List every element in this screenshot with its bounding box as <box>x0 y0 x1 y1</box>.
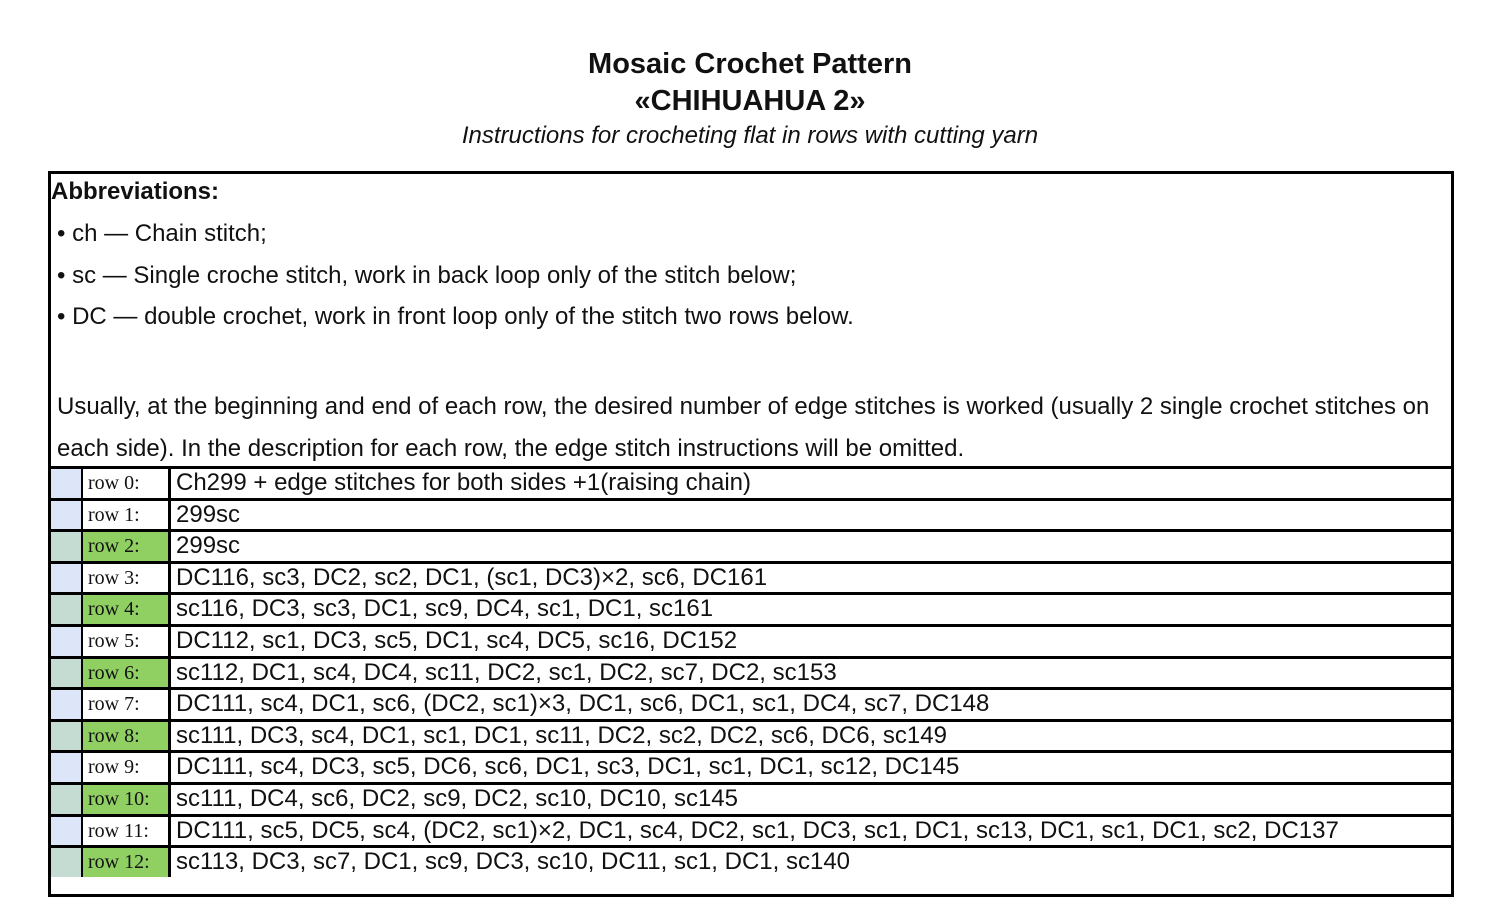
row-label: row 12: <box>81 848 171 877</box>
row-instructions: DC112, sc1, DC3, sc5, DC1, sc4, DC5, sc16, DC152 <box>176 626 738 654</box>
row-color-swatch <box>51 753 81 782</box>
row-instructions: DC116, sc3, DC2, sc2, DC1, (sc1, DC3)×2, sc6, DC161 <box>176 563 768 591</box>
row-instructions: sc111, DC4, sc6, DC2, sc9, DC2, sc10, DC10, sc145 <box>176 784 738 812</box>
table-row <box>51 719 1451 751</box>
table-row <box>51 466 1451 498</box>
row-instructions: DC111, sc5, DC5, sc4, (DC2, sc1)×2, DC1, sc4, DC2, sc1, DC3, sc1, DC1, sc13, DC1, sc1, DC1, sc2, DC137 <box>176 816 1339 844</box>
row-instructions: 299sc <box>176 532 241 560</box>
table-row <box>51 656 1451 688</box>
row-label: row 2: <box>81 532 171 561</box>
row-instructions: Ch299 + edge stitches for both sides +1(raising chain) <box>176 469 752 496</box>
row-color-swatch <box>51 659 81 688</box>
table-row <box>51 529 1451 561</box>
row-color-swatch <box>51 532 81 561</box>
abbreviation-dc: • DC — double crochet, work in front loop only of the stitch two rows below. <box>57 303 854 330</box>
row-label: row 5: <box>81 627 171 656</box>
table-row <box>51 782 1451 814</box>
row-color-swatch <box>51 595 81 624</box>
table-row <box>51 687 1451 719</box>
row-instructions: DC111, sc4, DC1, sc6, (DC2, sc1)×3, DC1, sc6, DC1, sc1, DC4, sc7, DC148 <box>176 690 990 718</box>
abbreviation-sc: • sc — Single croche stitch, work in back loop only of the stitch below; <box>57 262 797 289</box>
row-color-swatch <box>51 627 81 656</box>
row-instructions: sc112, DC1, sc4, DC4, sc11, DC2, sc1, DC2, sc7, DC2, sc153 <box>176 658 837 686</box>
abbreviation-ch: • ch — Chain stitch; <box>57 220 267 247</box>
row-instructions: sc116, DC3, sc3, DC1, sc9, DC4, sc1, DC1, sc161 <box>176 595 714 623</box>
row-color-swatch <box>51 469 81 498</box>
row-color-swatch <box>51 722 81 751</box>
row-instructions: DC111, sc4, DC3, sc5, DC6, sc6, DC1, sc3, DC1, sc1, DC1, sc12, DC145 <box>176 753 960 781</box>
row-label: row 1: <box>81 501 171 530</box>
row-label: row 7: <box>81 690 171 719</box>
rows-table <box>51 466 1451 877</box>
abbreviations-heading: Abbreviations: <box>51 178 220 205</box>
pattern-name: «CHIHUAHUA 2» <box>634 85 866 117</box>
row-color-swatch <box>51 690 81 719</box>
row-instructions: 299sc <box>176 500 241 528</box>
table-row <box>51 814 1451 846</box>
row-label: row 0: <box>81 469 171 498</box>
row-label: row 4: <box>81 595 171 624</box>
table-row <box>51 624 1451 656</box>
row-color-swatch <box>51 848 81 877</box>
row-label: row 8: <box>81 722 171 751</box>
row-label: row 9: <box>81 753 171 782</box>
row-label: row 3: <box>81 564 171 593</box>
row-instructions: sc111, DC3, sc4, DC1, sc1, DC1, sc11, DC2, sc2, DC2, sc6, DC6, sc149 <box>176 721 947 749</box>
row-color-swatch <box>51 564 81 593</box>
pattern-subtitle: Instructions for crocheting flat in rows with cutting yarn <box>461 122 1039 149</box>
edge-stitch-note: Usually, at the beginning and end of each row, the desired number of edge stitches is worked (usually 2 single crochet stitches on each side). In the description for each row, the edge stitch instructions will be omitted. <box>57 393 1430 462</box>
table-row <box>51 592 1451 624</box>
table-row <box>51 561 1451 593</box>
row-color-swatch <box>51 785 81 814</box>
row-label: row 11: <box>81 817 171 846</box>
row-label: row 10: <box>81 785 171 814</box>
row-color-swatch <box>51 501 81 530</box>
row-instructions: sc113, DC3, sc7, DC1, sc9, DC3, sc10, DC11, sc1, DC1, sc140 <box>176 848 851 876</box>
pattern-title: Mosaic Crochet Pattern <box>588 48 912 80</box>
instructions-box <box>48 171 1454 897</box>
table-row <box>51 750 1451 782</box>
table-row <box>51 498 1451 530</box>
row-color-swatch <box>51 817 81 846</box>
row-label: row 6: <box>81 659 171 688</box>
